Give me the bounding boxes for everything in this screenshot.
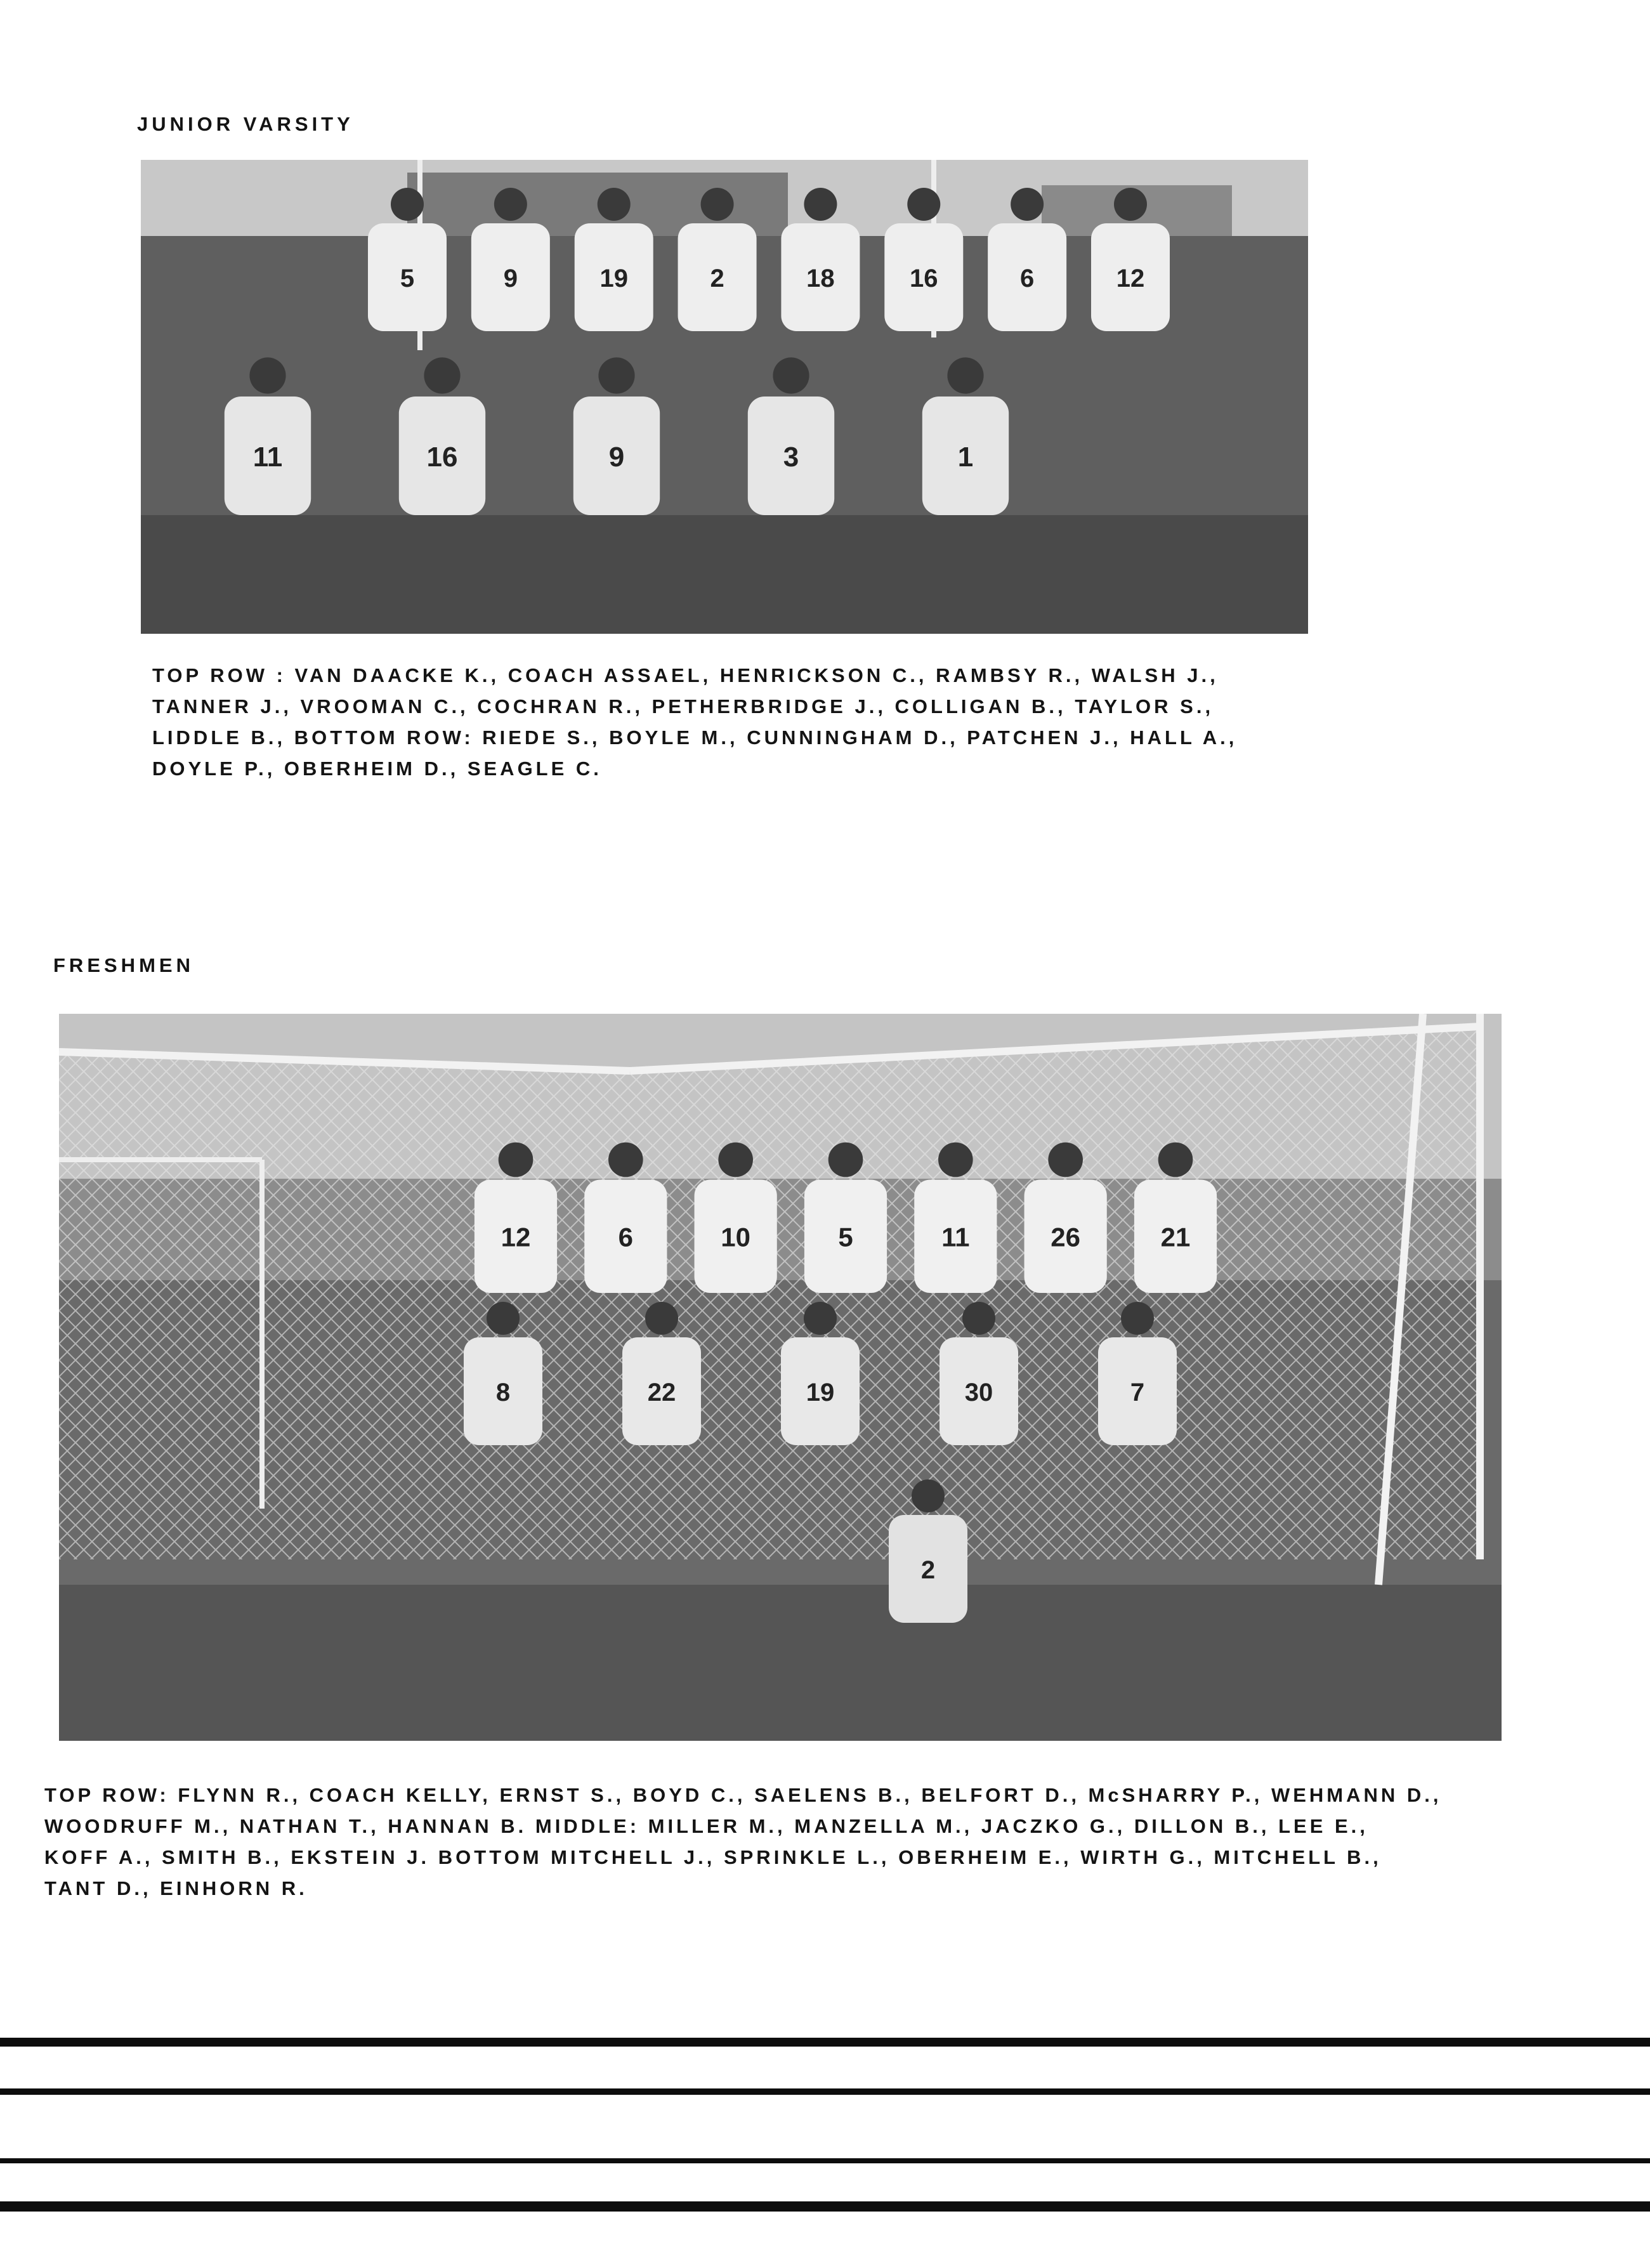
fr-middle-row-jersey-number: 19 <box>806 1379 835 1406</box>
freshmen-photo-scene <box>59 1014 1502 1741</box>
jv-bottom-row-jersey-number: 16 <box>426 442 458 473</box>
fr-top-row-jersey-number: 10 <box>721 1222 751 1252</box>
jv-section-title: JUNIOR VARSITY <box>137 113 354 135</box>
fr-top-row-jersey-number: 6 <box>618 1222 634 1252</box>
fr-middle-row-jersey-number: 22 <box>647 1379 676 1406</box>
jv-top-row-jersey-number: 19 <box>599 265 628 292</box>
jv-caption-line-1: TOP ROW : VAN DAACKE K., COACH ASSAEL, HENRICKSON C., RAMBSY R., WALSH J., <box>152 664 1219 686</box>
freshmen-caption-line-4: TANT D., EINHORN R. <box>44 1877 308 1899</box>
fr-top-row-jersey-number: 21 <box>1160 1222 1191 1252</box>
freshmen-caption-line-2: WOODRUFF M., NATHAN T., HANNAN B. MIDDLE: MILLER M., MANZELLA M., JACZKO G., DILLON B., LEE E., <box>44 1815 1368 1837</box>
fr-middle-row-jersey-number: 7 <box>1130 1379 1145 1406</box>
jv-top-row-jersey-number: 5 <box>400 265 415 292</box>
jv-caption <box>152 660 1237 784</box>
jv-photo-scene <box>141 160 1308 634</box>
jv-top-row-jersey-number: 9 <box>503 265 518 292</box>
fr-top-row-jersey-number: 5 <box>838 1222 853 1252</box>
freshmen-caption <box>44 1780 1441 1904</box>
page-border-stripe <box>0 2201 1650 2212</box>
fr-bottom-row-jersey-number: 2 <box>920 1556 936 1584</box>
jv-top-row-jersey-number: 18 <box>806 265 835 292</box>
jv-top-row-jersey-number: 6 <box>1020 265 1035 292</box>
jv-top-row-jersey-number: 12 <box>1116 265 1145 292</box>
jv-caption-line-4: DOYLE P., OBERHEIM D., SEAGLE C. <box>152 757 602 780</box>
freshmen-caption-line-1: TOP ROW: FLYNN R., COACH KELLY, ERNST S., BOYD C., SAELENS B., BELFORT D., McSHARRY P., WEHMANN D., <box>44 1784 1442 1806</box>
jv-top-row-jersey-number: 16 <box>910 265 938 292</box>
page-border-stripe <box>0 2088 1650 2095</box>
fr-top-row-jersey-number: 12 <box>501 1222 531 1252</box>
freshmen-team-photo <box>59 1014 1502 1741</box>
page-border-stripe <box>0 2038 1650 2047</box>
freshmen-caption-line-3: KOFF A., SMITH B., EKSTEIN J. BOTTOM MITCHELL J., SPRINKLE L., OBERHEIM E., WIRTH G., MITCHELL B., <box>44 1846 1382 1868</box>
jv-bottom-row-jersey-number: 3 <box>783 442 799 473</box>
fr-middle-row-jersey-number: 30 <box>964 1379 993 1406</box>
jv-bottom-row-jersey-number: 11 <box>252 442 283 473</box>
freshmen-section-title: FRESHMEN <box>53 954 194 976</box>
jv-bottom-row-jersey-number: 1 <box>957 442 974 473</box>
jv-team-photo <box>141 160 1308 634</box>
page-border-stripe <box>0 2158 1650 2163</box>
jv-bottom-row-jersey-number: 9 <box>608 442 625 473</box>
fr-top-row-jersey-number: 26 <box>1051 1222 1081 1252</box>
jv-top-row-jersey-number: 2 <box>710 265 724 292</box>
jv-caption-line-2: TANNER J., VROOMAN C., COCHRAN R., PETHERBRIDGE J., COLLIGAN B., TAYLOR S., <box>152 695 1214 718</box>
fr-top-row-jersey-number: 11 <box>941 1222 970 1252</box>
jv-caption-line-3: LIDDLE B., BOTTOM ROW: RIEDE S., BOYLE M., CUNNINGHAM D., PATCHEN J., HALL A., <box>152 726 1238 749</box>
fr-middle-row-jersey-number: 8 <box>495 1379 511 1406</box>
